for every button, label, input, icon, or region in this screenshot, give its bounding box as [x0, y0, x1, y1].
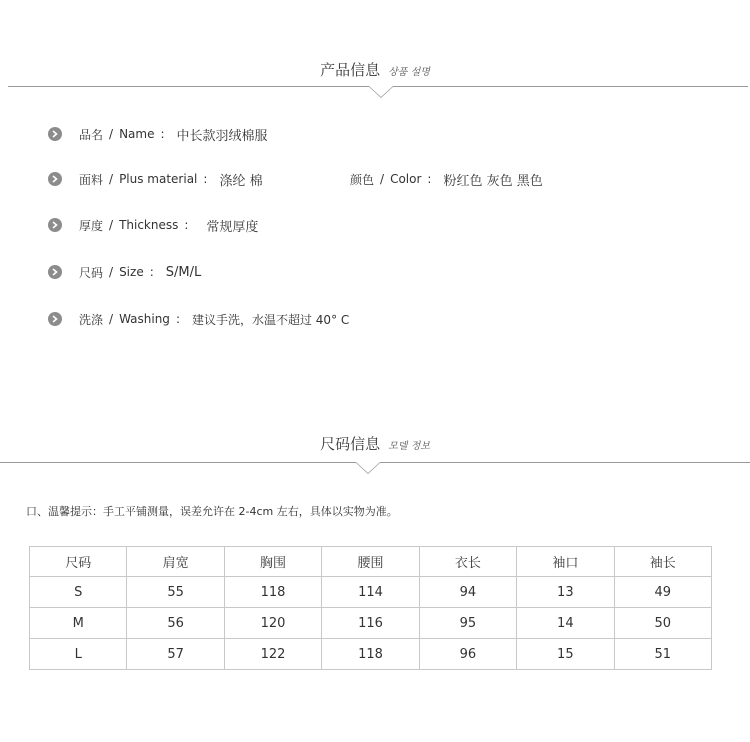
table-header-cell: 腰围 — [322, 547, 419, 577]
chevron-right-icon — [48, 312, 62, 326]
info-value: 常规厚度 — [206, 219, 259, 235]
divider-notch-fill — [356, 462, 380, 473]
table-cell: 94 — [419, 577, 516, 608]
table-cell: M — [30, 608, 127, 639]
product-info-subtitle: 상품 설명 — [388, 67, 430, 78]
info-label-en: Name — [119, 127, 155, 141]
table-cell: 95 — [419, 608, 516, 639]
chevron-right-icon — [48, 127, 62, 141]
table-cell: L — [30, 639, 127, 670]
size-info-subtitle: 모델 정보 — [388, 441, 430, 452]
info-label-cn: 洗涤 — [79, 312, 104, 327]
table-cell: 55 — [127, 577, 224, 608]
table-header-cell: 袖口 — [517, 547, 614, 577]
table-cell: 57 — [127, 639, 224, 670]
info-label-en: Thickness — [119, 218, 179, 232]
table-cell: 50 — [614, 608, 711, 639]
info-value: 建议手洗，水温不超过 40° C — [191, 312, 350, 327]
info-row-washing: 洗涤 / Washing : 建议手洗，水温不超过 40° C — [48, 309, 349, 329]
product-info-title: 产品信息 — [320, 61, 381, 79]
info-row-size: 尺码 / Size : S/M/L — [48, 262, 201, 282]
color-label-cn: 颜色 — [350, 172, 375, 187]
table-header-row — [30, 547, 712, 577]
size-info-title: 尺码信息 — [320, 435, 381, 453]
info-label-en: Washing — [119, 312, 170, 326]
size-info-heading — [0, 433, 750, 454]
table-cell: 118 — [224, 577, 321, 608]
table-cell: 114 — [322, 577, 419, 608]
table-cell: 13 — [517, 577, 614, 608]
color-label-en: Color — [390, 172, 422, 186]
table-row — [30, 577, 712, 608]
info-label-cn: 厚度 — [79, 218, 104, 233]
table-cell: 49 — [614, 577, 711, 608]
table-cell: 116 — [322, 608, 419, 639]
table-header-cell: 袖长 — [614, 547, 711, 577]
info-value: S/M/L — [165, 264, 202, 280]
table-row — [30, 639, 712, 670]
table-cell: S — [30, 577, 127, 608]
product-info-heading — [0, 59, 750, 80]
table-cell: 56 — [127, 608, 224, 639]
chevron-right-icon — [48, 172, 62, 186]
info-label-cn: 尺码 — [79, 265, 104, 280]
table-header-cell: 肩宽 — [127, 547, 224, 577]
color-value: 粉红色 灰色 黑色 — [443, 173, 543, 189]
table-cell: 96 — [419, 639, 516, 670]
info-value: 涤纶 棉 — [219, 173, 263, 189]
table-header-cell: 胸围 — [224, 547, 321, 577]
info-label-cn: 面料 — [79, 172, 104, 187]
size-table — [29, 546, 712, 670]
table-cell: 15 — [517, 639, 614, 670]
info-label-en: Plus material — [119, 172, 198, 186]
color-info: 颜色 / Color : 粉红色 灰色 黑色 — [350, 170, 543, 189]
measurement-notice: 口、温馨提示：手工平铺测量，误差允许在 2-4cm 左右，具体以实物为准。 — [26, 505, 398, 518]
info-row-material: 面料 / Plus material : 涤纶 棉 颜色 / Color : 粉红色 灰色 黑色 — [48, 169, 708, 189]
table-cell: 120 — [224, 608, 321, 639]
info-row-thickness: 厚度 / Thickness : 常规厚度 — [48, 215, 258, 235]
table-cell: 51 — [614, 639, 711, 670]
info-value: 中长款羽绒棉服 — [176, 128, 268, 144]
chevron-right-icon — [48, 265, 62, 279]
table-header-cell: 衣长 — [419, 547, 516, 577]
table-row — [30, 608, 712, 639]
info-row-name: 品名 / Name : 中长款羽绒棉服 — [48, 124, 268, 144]
info-label-en: Size — [119, 265, 144, 279]
table-cell: 14 — [517, 608, 614, 639]
divider-notch-fill — [369, 86, 393, 97]
table-cell: 122 — [224, 639, 321, 670]
table-header-cell: 尺码 — [30, 547, 127, 577]
table-cell: 118 — [322, 639, 419, 670]
info-label-cn: 品名 — [79, 127, 104, 142]
chevron-right-icon — [48, 218, 62, 232]
